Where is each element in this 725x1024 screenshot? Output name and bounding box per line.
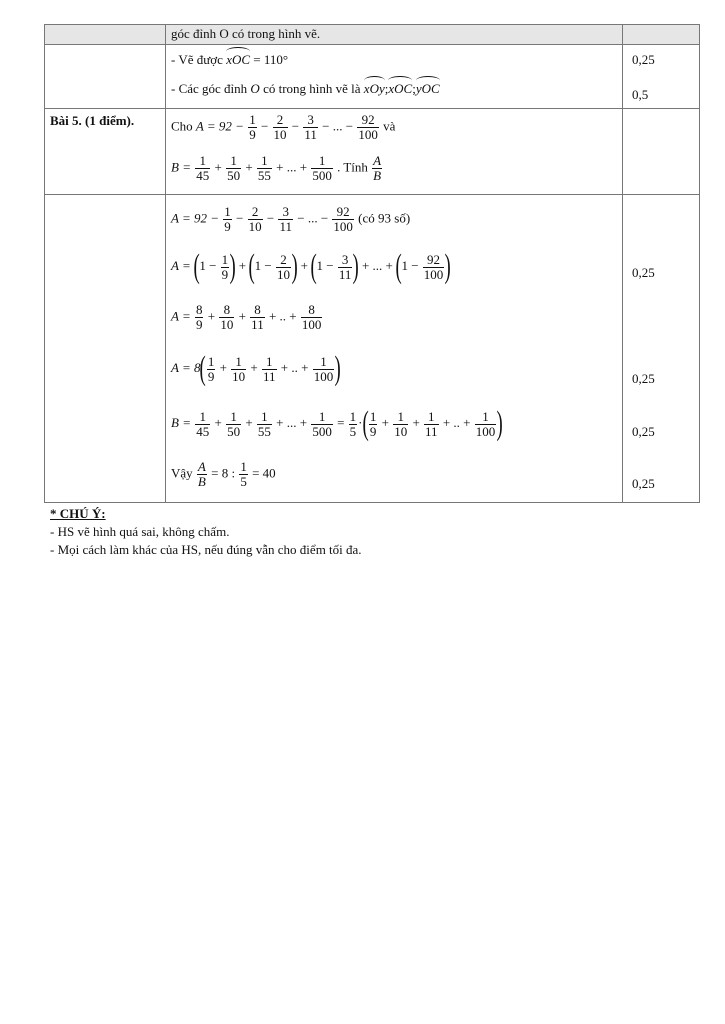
row0-text: góc đỉnh O có trong hình vẽ. [171, 26, 321, 41]
a-equals: A = [171, 257, 191, 273]
b-lead: B = [171, 159, 191, 175]
fraction: $\frac{2}{10}$ [248, 204, 262, 234]
table-border-left [44, 24, 45, 502]
fraction: $\frac{1}{5}$ [349, 408, 357, 439]
fraction: $\frac{1}{9}$ [369, 408, 377, 439]
solution-line-1: A = 92 − $\frac{1}{9}$ − $\frac{2}{10}$ − $\frac{3}{11}$ − ... − $\frac{92}{100}$ (có 93 số) [171, 204, 411, 234]
score-text: 0,25 [632, 265, 655, 280]
fraction: $\frac{92}{100}$ [423, 251, 444, 282]
angles-list-suffix: có trong hình vẽ là [263, 81, 361, 96]
angles-list-line: - Các góc đỉnh O có trong hình vẽ là xOy;xOC;yOC [171, 81, 440, 96]
fraction: $\frac{1}{5}$ [240, 459, 247, 489]
score-text: 0,25 [632, 476, 655, 491]
a-factored: A = 8 [171, 359, 201, 375]
fraction: $\frac{1}{45}$ [196, 408, 210, 439]
cho-label: Cho [171, 118, 193, 134]
table-column-divider [622, 24, 623, 502]
angle-yoc: yOC [415, 81, 440, 96]
fraction: $\frac{1}{10}$ [394, 408, 408, 439]
final-expr: = 8 : [211, 465, 236, 481]
fraction: $\frac{1}{50}$ [227, 408, 241, 439]
table-border-right [699, 24, 700, 502]
fraction: $\frac{8}{10}$ [220, 302, 234, 332]
fraction: $\frac{1}{9}$ [224, 204, 231, 234]
table-border-bottom [44, 502, 700, 503]
fraction: $\frac{8}{100}$ [301, 302, 322, 332]
fraction: $\frac{92}{100}$ [333, 204, 353, 234]
fraction: $\frac{1}{11}$ [263, 353, 276, 384]
fraction: $\frac{1}{50}$ [227, 153, 241, 183]
fraction: $\frac{1}{100}$ [475, 408, 496, 439]
dots: − ... − [297, 210, 329, 226]
solution-line-5: B = $\frac{1}{45}$ + $\frac{1}{50}$ + $\frac{1}{55}$ + ... + $\frac{1}{500}$ = $\frac{1}{5}$ ·( $\frac{1}{9}$ + $\frac{1}{10}$ + $\frac{1}{11}$ + .. + $\frac{1}{100}$ ) [171, 405, 504, 442]
table-row-divider [44, 44, 700, 45]
b-equals: B = [171, 414, 191, 430]
note-item: - Mọi cách làm khác của HS, nếu đúng vẫn cho điểm tối đa. [50, 542, 362, 557]
solution-final [171, 460, 276, 489]
a-definition: Cho A = 92 − $\frac{1}{9}$ − $\frac{2}{10}$ − $\frac{3}{11}$ − ... − $\frac{92}{100}$ và [171, 112, 396, 142]
angles-list-prefix: - Các góc đỉnh [171, 81, 248, 96]
fraction: $\frac{3}{11}$ [279, 204, 292, 234]
score-text: 0,25 [632, 424, 655, 439]
fraction: $\frac{2}{10}$ [277, 251, 290, 282]
fraction: $\frac{1}{100}$ [313, 353, 334, 384]
angle-xoy: xOy [363, 81, 385, 96]
fraction: $\frac{2}{10}$ [273, 112, 287, 142]
dots: + ... + [276, 159, 308, 175]
fraction: $\frac{1}{11}$ [425, 408, 438, 439]
fraction: $\frac{1}{9}$ [221, 251, 229, 282]
fraction: $\frac{8}{9}$ [195, 302, 203, 332]
tinh-label: . Tính [337, 159, 368, 175]
fraction: $\frac{1}{10}$ [232, 353, 246, 384]
fraction: $\frac{A}{B}$ [197, 459, 206, 489]
fraction: $\frac{A}{B}$ [373, 153, 382, 183]
fraction: $\frac{1}{500}$ [312, 153, 332, 183]
row-shade [44, 24, 700, 44]
score-text: 0,25 [632, 52, 655, 67]
fraction: $\frac{1}{45}$ [196, 153, 210, 183]
dots: − ... − [322, 118, 354, 134]
table-column-divider [165, 24, 166, 502]
problem-title: Bài 5. (1 điểm). [50, 113, 135, 128]
angle-xoc: xOC [226, 52, 251, 67]
table-row-divider [44, 194, 700, 195]
count-note: (có 93 số) [358, 210, 411, 226]
table-border-top [44, 24, 700, 25]
a-equals: A = [171, 308, 191, 324]
vay-label: Vậy [171, 465, 193, 481]
fraction: $\frac{3}{11}$ [304, 112, 317, 142]
a-lead: A = 92 − [171, 210, 220, 226]
solution-line-2: A = (1 − $\frac{1}{9}$ ) + (1 − $\frac{2}{10}$ ) + (1 − $\frac{3}{11}$ ) + ... + (1 − $\frac{92}{100}$ ) [171, 248, 452, 285]
solution-line-4: A = 8( $\frac{1}{9}$ + $\frac{1}{10}$ + $\frac{1}{11}$ + .. + $\frac{1}{100}$ ) [171, 350, 341, 387]
final-result: = 40 [252, 465, 276, 481]
vertex-o: O [250, 81, 260, 96]
fraction: $\frac{92}{100}$ [358, 112, 378, 142]
score-text: 0,25 [632, 371, 655, 386]
solution-line-3: A = $\frac{8}{9}$ + $\frac{8}{10}$ + $\frac{8}{11}$ + .. + $\frac{8}{100}$ [171, 302, 322, 332]
draw-angle-prefix: - Vẽ được [171, 52, 223, 67]
va-label: và [383, 118, 396, 134]
fraction: $\frac{1}{500}$ [312, 408, 332, 439]
draw-angle-value: = 110° [253, 52, 289, 67]
fraction: $\frac{3}{11}$ [338, 251, 352, 282]
fraction: $\frac{1}{55}$ [257, 408, 271, 439]
b-definition: B = $\frac{1}{45}$ + $\frac{1}{50}$ + $\frac{1}{55}$ + ... + $\frac{1}{500}$ . Tính $\frac{A}{B}$ [171, 153, 382, 183]
notes-heading: * CHÚ Ý: [50, 506, 106, 521]
fraction: $\frac{1}{9}$ [249, 112, 256, 142]
angle-xoc: xOC [388, 81, 413, 96]
fraction: $\frac{8}{11}$ [251, 302, 264, 332]
fraction: $\frac{1}{9}$ [207, 353, 215, 384]
fraction: $\frac{1}{55}$ [257, 153, 271, 183]
table-row-divider [44, 108, 700, 109]
a-lead: A = 92 − [195, 118, 244, 134]
score-text: 0,5 [632, 87, 649, 102]
note-item: - HS vẽ hình quá sai, không chấm. [50, 524, 230, 539]
draw-angle-line [171, 52, 288, 67]
